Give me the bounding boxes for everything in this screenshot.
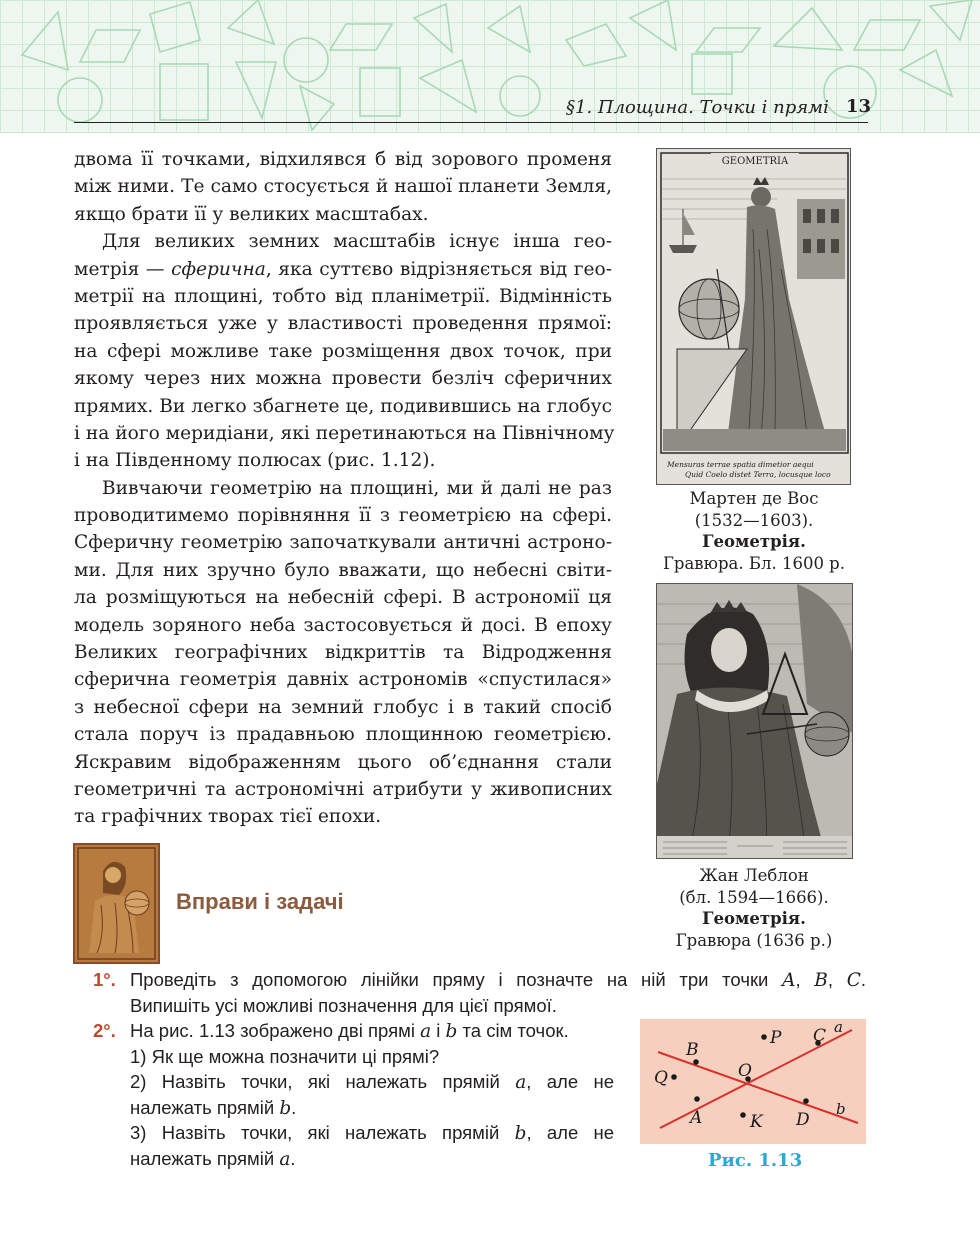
label-b: B bbox=[686, 1040, 699, 1060]
task-text: належать прямій bbox=[130, 1096, 280, 1118]
task-text: На рис. 1.13 зображено дві прямі bbox=[130, 1020, 421, 1041]
task-text: . bbox=[860, 969, 867, 990]
task-text: , але не bbox=[526, 1122, 614, 1143]
body-line: проявляється уже у властивості проведення прямої: bbox=[74, 313, 612, 335]
body-line: Вивчаючи геометрію на площині, ми й далі не раз bbox=[102, 477, 612, 499]
task-text: , bbox=[795, 969, 815, 990]
body-line: геометричні та астрономічні атрибути у живописних bbox=[74, 778, 612, 800]
body-line: Для великих земних масштабів існує інша гео- bbox=[102, 231, 612, 253]
label-b-line: b bbox=[836, 1100, 846, 1118]
task-number: 1°. bbox=[93, 969, 116, 990]
figure-1-13 bbox=[640, 1019, 866, 1144]
task-text: . bbox=[291, 1096, 297, 1118]
body-line: Великих географічних відкриттів та Відродження bbox=[74, 642, 612, 664]
engraving-geometrie-leblond bbox=[656, 583, 853, 859]
task-line bbox=[130, 1020, 569, 1042]
engraving-title: GEOMETRIA bbox=[721, 156, 789, 167]
caption-title: Геометрія. bbox=[702, 532, 806, 551]
body-text-span: , яка суттєво відрізняється від гео- bbox=[265, 258, 613, 280]
body-line: Сферичну геометрію започаткували античні астроно- bbox=[74, 532, 612, 554]
task-line bbox=[130, 1071, 614, 1093]
line-label: a bbox=[420, 1021, 432, 1042]
label-a-line: a bbox=[834, 1019, 843, 1036]
page-number: 13 bbox=[846, 96, 872, 117]
body-line: двома її точками, відхилявся б від зорового променя bbox=[74, 149, 612, 170]
body-line: якщо брати її у великих масштабах. bbox=[74, 203, 429, 225]
line-label: a bbox=[279, 1148, 291, 1170]
line-label: b bbox=[279, 1097, 292, 1119]
task-line: 1) Як ще можна позначити ці прямі? bbox=[130, 1045, 440, 1067]
exercises-emblem-image bbox=[73, 843, 160, 964]
label-q: Q bbox=[654, 1068, 668, 1088]
figure-caption: Рис. 1.13 bbox=[708, 1150, 803, 1171]
label-d: D bbox=[796, 1110, 810, 1130]
task-line bbox=[130, 1148, 295, 1170]
point-d bbox=[803, 1098, 809, 1104]
caption-author: Жан Леблон bbox=[699, 866, 809, 885]
body-line: та графічних творах тієї епохи. bbox=[74, 806, 382, 828]
body-line: з небесної сфери на земний глобус і в такий спосіб bbox=[74, 696, 612, 718]
point-a bbox=[694, 1096, 700, 1102]
task-number: 2°. bbox=[93, 1020, 116, 1041]
body-line: Яскравим відображенням цього об’єднання стали bbox=[74, 751, 612, 773]
task-1 bbox=[93, 969, 873, 1021]
body-text bbox=[74, 146, 615, 831]
body-line: сферична геометрія давніх астрономів «спустилася» bbox=[74, 669, 612, 691]
engraving-2-caption bbox=[644, 865, 864, 951]
task-text: Проведіть з допомогою лінійки пряму і позначте на ній три точки bbox=[130, 969, 783, 990]
point-label: B bbox=[814, 970, 828, 991]
engraving-1-caption bbox=[644, 488, 864, 574]
point-label: A bbox=[782, 970, 796, 991]
task-text: . bbox=[290, 1147, 296, 1169]
caption-dates: (бл. 1594—1666). bbox=[679, 887, 829, 907]
body-line: проводитимемо порівняння її з геометрією на сфері. bbox=[74, 505, 612, 527]
engraving-inscription-line: Mensuras terrae spatia dimetior aequi bbox=[667, 460, 814, 469]
point-b bbox=[693, 1059, 699, 1065]
engraving-geometria-de-vos bbox=[656, 148, 851, 485]
exercises-heading: Вправи і задачі bbox=[176, 889, 344, 914]
label-o: O bbox=[738, 1061, 752, 1081]
task-text: і bbox=[431, 1020, 446, 1041]
engraving-illustration bbox=[657, 584, 853, 859]
point-p bbox=[761, 1034, 767, 1040]
label-p: P bbox=[770, 1028, 782, 1048]
body-text-span: метрія — bbox=[74, 258, 172, 280]
header-rule bbox=[74, 122, 868, 123]
line-label: b bbox=[514, 1123, 527, 1144]
caption-medium: Гравюра. Бл. 1600 р. bbox=[662, 553, 845, 573]
line-label: b bbox=[445, 1021, 458, 1042]
body-line: і на його меридіани, які перетинаються на Північному bbox=[74, 422, 615, 444]
body-line: метрії на площині, тобто від планіметрії. Відмінність bbox=[74, 285, 612, 307]
body-line: прямих. Ви легко збагнете це, подивившись на глобус bbox=[74, 395, 612, 417]
task-text: та сім точок. bbox=[457, 1020, 569, 1041]
task-text: 2) Назвіть точки, які належать прямій bbox=[130, 1071, 516, 1092]
body-line: ла розміщуються на небесній сфері. В астрономії ця bbox=[74, 587, 612, 609]
header-band bbox=[0, 0, 980, 133]
task-line bbox=[130, 1122, 614, 1144]
label-c: C bbox=[813, 1026, 827, 1046]
task-line bbox=[130, 1097, 296, 1119]
body-line: на сфері можливе таке розміщення двох точок, при bbox=[74, 340, 612, 362]
point-q bbox=[671, 1074, 677, 1080]
label-a: A bbox=[690, 1108, 703, 1128]
decorative-geometric-shapes bbox=[0, 0, 980, 133]
task-text: належать прямій bbox=[130, 1147, 280, 1169]
running-head: §1. Площина. Точки і прямі bbox=[566, 97, 829, 118]
task-2 bbox=[93, 1020, 623, 1170]
task-line: Випишіть усі можливі позначення для цієї прямої. bbox=[130, 995, 557, 1016]
body-line: якому через них можна провести безліч сферичних bbox=[74, 368, 612, 390]
body-line: ми. Для них зручно було вважати, що небесні світи- bbox=[74, 559, 612, 581]
emblem-illustration bbox=[75, 845, 158, 962]
point-label: C bbox=[846, 970, 861, 991]
figure-lines-diagram bbox=[640, 1019, 866, 1144]
task-text: , bbox=[827, 969, 847, 990]
caption-medium: Гравюра (1636 р.) bbox=[675, 930, 833, 950]
caption-author: Мартен де Вос bbox=[689, 489, 819, 508]
engraving-illustration bbox=[657, 149, 851, 485]
body-line: стала поруч із прадавньою площинною геометрією. bbox=[74, 724, 612, 746]
body-line bbox=[74, 256, 612, 283]
task-line bbox=[130, 969, 866, 991]
line-label: a bbox=[515, 1072, 527, 1093]
emphasis-term: сферична bbox=[171, 258, 266, 280]
task-text: , але не bbox=[526, 1071, 614, 1092]
caption-dates: (1532—1603). bbox=[694, 510, 814, 530]
task-text: 3) Назвіть точки, які належать прямій bbox=[130, 1122, 515, 1143]
body-line: модель зоряного неба застосовується й досі. В епоху bbox=[74, 614, 612, 636]
body-line: і на Південному полюсах (рис. 1.12). bbox=[74, 450, 436, 472]
body-line: між ними. Те само стосується й нашої планети Земля, bbox=[74, 176, 612, 198]
point-k bbox=[740, 1112, 746, 1118]
caption-title: Геометрія. bbox=[702, 909, 806, 928]
label-k: K bbox=[750, 1112, 763, 1132]
engraving-inscription-line: Quid Coelo distet Terra, locusque loco bbox=[685, 470, 831, 479]
